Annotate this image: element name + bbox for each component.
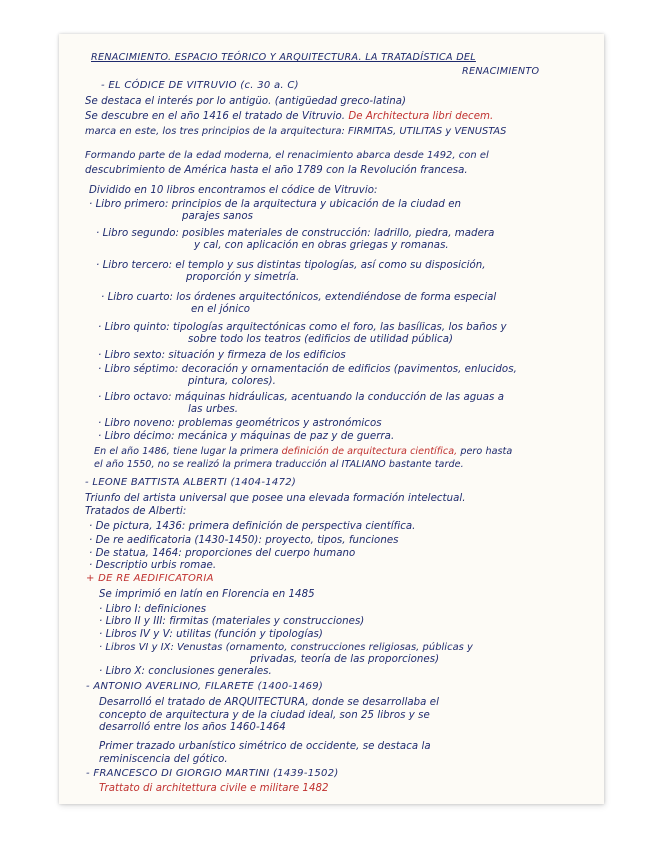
list-item: · Libro décimo: mecánica y máquinas de paz y de guerra.: [98, 431, 395, 442]
list-item-continuation: pintura, colores).: [188, 376, 276, 387]
list-item: · Libro cuarto: los órdenes arquitectónicos, extendiéndose de forma especial: [101, 292, 497, 303]
list-item-continuation: privadas, teoría de las proporciones): [250, 654, 440, 665]
note-line: [94, 446, 512, 457]
list-item: · Libro primero: principios de la arquitectura y ubicación de la ciudad en: [89, 199, 462, 210]
note-title-continuation: RENACIMIENTO: [462, 66, 540, 77]
note-text: Se descubre en el año 1416 el tratado de Vitruvio.: [85, 111, 346, 122]
note-line: el año 1550, no se realizó la primera traducción al ITALIANO bastante tarde.: [94, 459, 464, 470]
note-text: En el año 1486, tiene lugar la primera: [94, 446, 279, 457]
note-line: Dividido en 10 libros encontramos el códice de Vitruvio:: [89, 185, 378, 196]
note-line: concepto de arquitectura y de la ciudad ideal, son 25 libros y se: [99, 710, 430, 721]
list-item-continuation: y cal, con aplicación en obras griegas y romanas.: [194, 240, 449, 251]
section-heading-martini: - FRANCESCO DI GIORGIO MARTINI (1439-1502): [86, 768, 339, 779]
section-heading-vitruvio: - EL CÓDICE DE VITRUVIO (c. 30 a. C): [101, 80, 299, 91]
list-item: · Libro quinto: tipologías arquitectónicas como el foro, las basílicas, los baños y: [98, 322, 507, 333]
note-line: Tratados de Alberti:: [85, 506, 187, 517]
list-item: · Libro séptimo: decoración y ornamentación de edificios (pavimentos, enlucidos,: [98, 364, 517, 375]
list-item: · Libro sexto: situación y firmeza de los edificios: [98, 350, 346, 361]
list-item: · Libro tercero: el templo y sus distintas tipologías, así como su disposición,: [96, 260, 486, 271]
note-line: Primer trazado urbanístico simétrico de occidente, se destaca la: [99, 741, 431, 752]
list-item: · Libro II y III: firmitas (materiales y construcciones): [99, 616, 365, 627]
list-item: · Libro octavo: máquinas hidráulicas, acentuando la conducción de las aguas a: [98, 392, 504, 403]
highlight-text: definición de arquitectura científica,: [281, 446, 458, 457]
list-item: · De statua, 1464: proporciones del cuerpo humano: [89, 548, 356, 559]
list-item: · Libros VI y IX: Venustas (ornamento, construcciones religiosas, públicas y: [99, 642, 473, 653]
highlight-text: Trattato di architettura civile e militare 1482: [99, 783, 329, 794]
note-title: RENACIMIENTO. ESPACIO TEÓRICO Y ARQUITECTURA. LA TRATADÍSTICA DEL: [91, 52, 476, 63]
note-line: Se destaca el interés por lo antigüo. (antigüedad greco-latina): [85, 96, 407, 107]
list-item-continuation: parajes sanos: [182, 211, 253, 222]
list-item-continuation: proporción y simetría.: [186, 272, 300, 283]
note-line: reminiscencia del gótico.: [99, 754, 228, 765]
note-line: desarrolló entre los años 1460-1464: [99, 722, 286, 733]
list-item: · De pictura, 1436: primera definición de perspectiva científica.: [89, 521, 416, 532]
list-item: · Libros IV y V: utilitas (función y tipologías): [99, 629, 323, 640]
list-item: · Libro noveno: problemas geométricos y astronómicos: [98, 418, 382, 429]
list-item: · Descriptio urbis romae.: [89, 560, 217, 571]
list-item: · Libro I: definiciones: [99, 604, 207, 615]
note-line: [85, 111, 493, 122]
list-item-continuation: en el jónico: [191, 304, 251, 315]
list-item: · De re aedificatoria (1430-1450): proyecto, tipos, funciones: [89, 535, 399, 546]
section-heading-alberti: - LEONE BATTISTA ALBERTI (1404-1472): [85, 477, 297, 488]
list-item-continuation: sobre todo los teatros (edificios de utilidad pública): [188, 334, 454, 345]
note-line: descubrimiento de América hasta el año 1789 con la Revolución francesa.: [85, 165, 468, 176]
note-line: Formando parte de la edad moderna, el renacimiento abarca desde 1492, con el: [85, 150, 489, 161]
note-text: pero hasta: [460, 446, 513, 457]
list-item-continuation: las urbes.: [188, 404, 239, 415]
list-item: · Libro segundo: posibles materiales de construcción: ladrillo, piedra, madera: [96, 228, 495, 239]
highlight-text: De Architectura libri decem.: [348, 111, 494, 122]
note-line: Desarrolló el tratado de ARQUITECTURA, donde se desarrollaba el: [99, 697, 439, 708]
note-line: Se imprimió en latín en Florencia en 1485: [99, 589, 315, 600]
section-heading-filarete: - ANTONIO AVERLINO, FILARETE (1400-1469): [86, 681, 324, 692]
section-heading-de-re-aedificatoria: + DE RE AEDIFICATORIA: [86, 573, 214, 584]
note-line: Triunfo del artista universal que posee una elevada formación intelectual.: [85, 493, 466, 504]
note-line: marca en este, los tres principios de la arquitectura: FIRMITAS, UTILITAS y VENUSTAS: [85, 126, 507, 137]
list-item: · Libro X: conclusiones generales.: [99, 666, 272, 677]
